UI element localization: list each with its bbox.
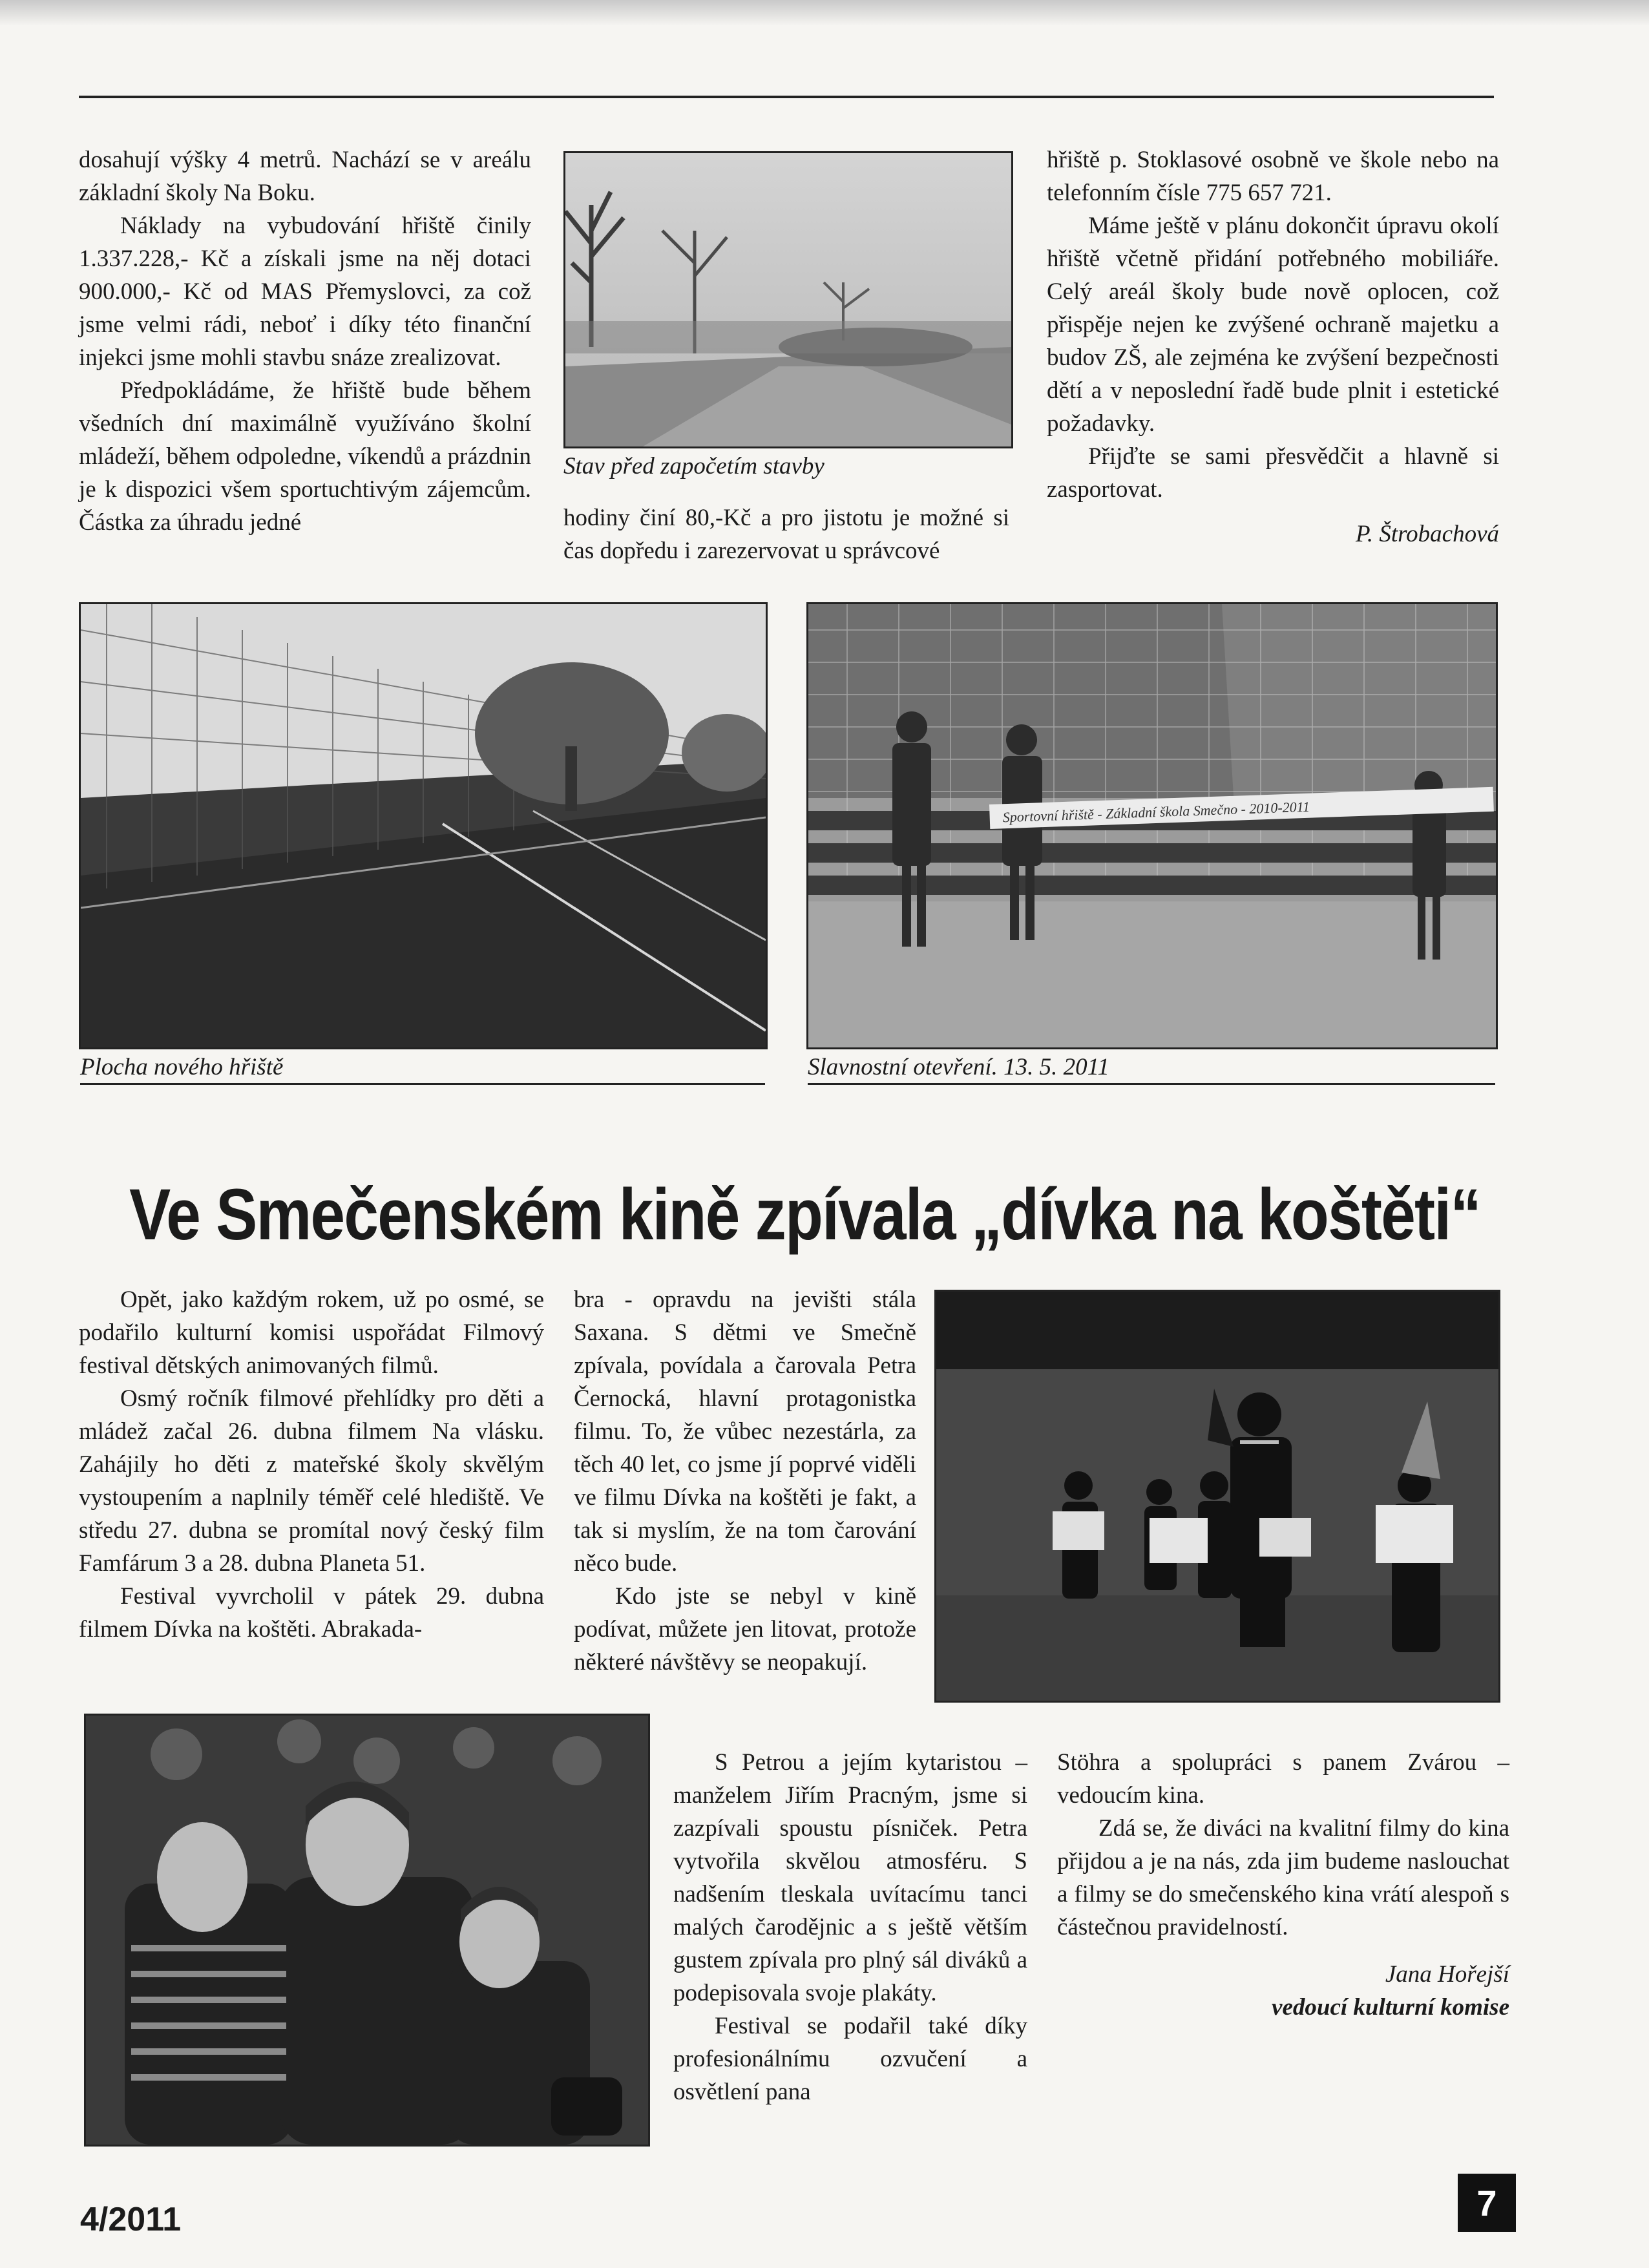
caption-new-court-surface: Plocha nového hřiště <box>80 1054 284 1080</box>
article2-column-1 <box>79 1283 544 1646</box>
article2-headline: Ve Smečenském kině zpívala „dívka na koštěti“ <box>129 1174 1480 1255</box>
article2-col1-paragraph: Opět, jako každým rokem, už po osmé, se podařilo kulturní komisi uspořádat Filmový festival dětských animovaných filmů. <box>79 1286 544 1379</box>
article1-column-2 <box>563 501 1009 567</box>
article1-col3-paragraph: Máme ještě v plánu dokončit úpravu okolí hřiště včetně přidání potřebného mobiliáře. Celý areál školy bude nově oplocen, což přispěje nejen ke zvýšené ochraně majetku a budov ZŠ, ale zejména ke zvýšení bezpečnosti dětí a v neposlední řadě bude plnit i estetické požadavky. <box>1047 213 1499 437</box>
article2-col2-paragraph: Kdo jste se nebyl v kině podívat, můžete jen litovat, protože některé návštěvy se neopakují. <box>574 1583 916 1675</box>
caption-opening-ceremony: Slavnostní otevření. 13. 5. 2011 <box>808 1054 1109 1080</box>
article2-col3-paragraph: Zdá se, že diváci na kvalitní filmy do kina přijdou a je na nás, zda jim budeme naslouchat a filmy se do smečenského kina vrátí alespoň s částečnou pravidelností. <box>1057 1815 1509 1940</box>
article2-col2-paragraph: bra - opravdu na jevišti stála Saxana. S dětmi ve Smečně zpívala, povídala a čarovala Petra Černocká, hlavní protagonistka filmu. To, že vůbec nezestárla, za těch 40 let, co jsme jí poprvé viděli ve filmu Dívka na koštěti je fakt, a tak si myslím, že na tom čarování něco bude. <box>574 1286 916 1577</box>
article2-column-3 <box>1057 1746 1509 2024</box>
article1-col1-paragraph: dosahují výšky 4 metrů. Nachází se v areálu základní školy Na Boku. <box>79 147 531 206</box>
caption-rule <box>808 1083 1495 1085</box>
article1-col3-paragraph: Přijďte se sami přesvědčit a hlavně si zasportovat. <box>1047 443 1499 503</box>
article2-col3-paragraph: Stöhra a spolupráci s panem Zvárou – vedoucím kina. <box>1057 1749 1509 1809</box>
photo-opening-ceremony <box>806 602 1498 1049</box>
photo-audience <box>84 1714 650 2147</box>
top-rule <box>79 96 1494 98</box>
photo-stage-performance <box>934 1290 1500 1703</box>
footer-issue-number: 4/2011 <box>80 2201 182 2238</box>
article2-col1-paragraph: Festival vyvrcholil v pátek 29. dubna filmem Dívka na koštěti. Abrakada- <box>79 1583 544 1643</box>
article2-col2b-paragraph: Festival se podařil také díky profesionálnímu ozvučení a osvětlení pana <box>673 2013 1027 2105</box>
photo-before-construction <box>563 151 1013 448</box>
article2-column-2 <box>574 1283 916 1679</box>
caption-before-construction: Stav před započetím stavby <box>563 453 824 479</box>
article2-author-role: vedoucí kulturní komise <box>1272 1994 1509 2021</box>
article2-column-2b <box>673 1746 1027 2108</box>
article1-col1-paragraph: Předpokládáme, že hřiště bude během všedních dní maximálně využíváno školní mládeží, během odpoledne, víkendů a prázdnin je k dispozici všem sportuchtivým zájemcům. Částka za úhradu jedné <box>79 377 531 536</box>
photo-new-court-surface <box>79 602 768 1049</box>
opening-banner-text: Sportovní hřiště - Základní škola Smečno - 2010-2011 <box>1002 798 1310 826</box>
footer-page-number: 7 <box>1458 2174 1516 2232</box>
caption-rule <box>80 1083 765 1085</box>
page-edge <box>0 0 1649 26</box>
article1-col3-paragraph: hřiště p. Stoklasové osobně ve škole nebo na telefonním čísle 775 657 721. <box>1047 147 1499 206</box>
article2-author: Jana Hořejší <box>1385 1961 1509 1988</box>
article1-col2-paragraph: hodiny činí 80,-Kč a pro jistotu je možné si čas dopředu i zarezervovat u správcové <box>563 505 1009 564</box>
article1-col1-paragraph: Náklady na vybudování hřiště činily 1.337.228,- Kč a získali jsme na něj dotaci 900.000,- Kč od MAS Přemyslovci, za což jsme velmi rádi, neboť i díky této finanční injekci jsme mohli stavbu snáze zrealizovat. <box>79 213 531 371</box>
article2-col2b-paragraph: S Petrou a jejím kytaristou – manželem Jiřím Pracným, jsme si zazpívali spoustu písniček. Petra vytvořila skvělou atmosféru. S nadšením tleskala uvítacímu tanci malých čarodějnic a s ještě větším gustem zpívala pro plný sál diváků a podepisovala svoje plakáty. <box>673 1749 1027 2006</box>
article1-column-3 <box>1047 143 1499 551</box>
article2-col1-paragraph: Osmý ročník filmové přehlídky pro děti a mládež začal 26. dubna filmem Na vlásku. Zahájily ho děti z mateřské školy skvělým vystoupením a naplnily téměř celé hlediště. Ve středu 27. dubna se promítal nový český film Famfárum 3 a 28. dubna Planeta 51. <box>79 1385 544 1577</box>
article1-author: P. Štrobachová <box>1356 521 1499 547</box>
article1-column-1 <box>79 143 531 539</box>
